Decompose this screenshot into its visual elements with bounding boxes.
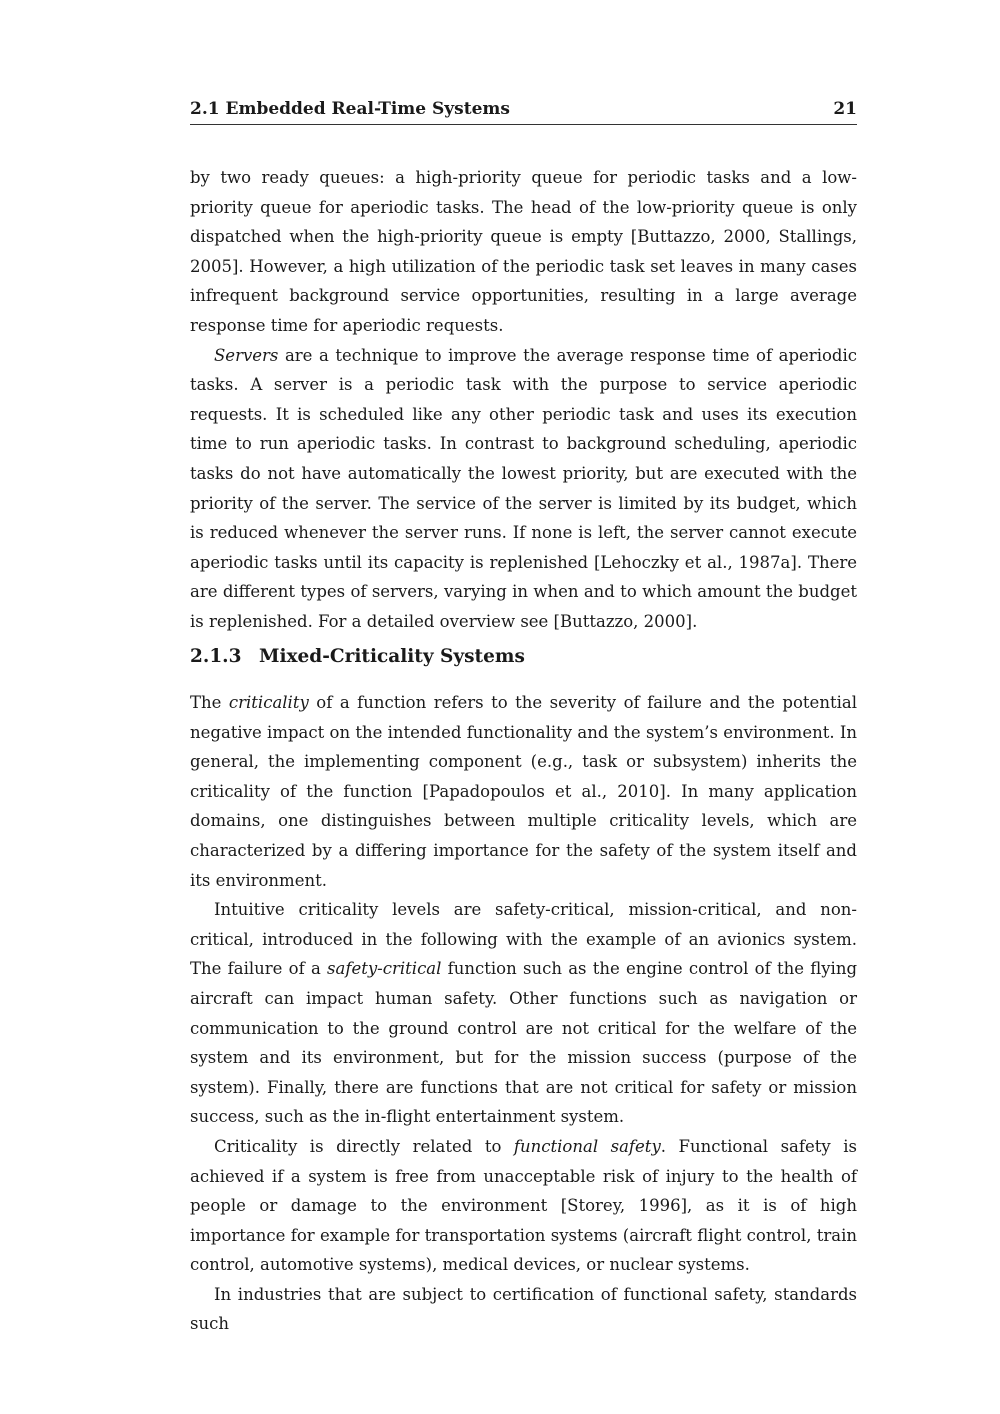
subsection-number: 2.1.3 (190, 646, 242, 667)
subsection-heading (190, 644, 857, 670)
paragraph-functional-safety: Criticality is directly related to functional safety. Functional safety is achieved if a system is free from unacceptable risk of injury to the health of people or damage to the environment [Storey, 1996], as it is of high importance for example for transportation systems (aircraft flight control, train control, automotive systems), medical devices, or nuclear systems. (190, 1136, 857, 1275)
body-text-servers (190, 163, 857, 637)
paragraph-certification: In industries that are subject to certification of functional safety, standards such (190, 1284, 857, 1334)
body-text-mixed-criticality (190, 688, 857, 1339)
page-number: 21 (833, 99, 857, 119)
paragraph-criticality-levels: Intuitive criticality levels are safety-critical, mission-critical, and non-critical, introduced in the following with the example of an avionics system. The failure of a safety-critical function such as the engine control of the flying aircraft can impact human safety. Other functions such as navigation or communication to the ground control are not critical for the welfare of the system and its environment, but for the mission success (purpose of the system). Finally, there are functions that are not critical for safety or mission success, such as the in-flight entertainment system. (190, 900, 858, 1127)
subsection-title: Mixed-Criticality Systems (259, 646, 525, 667)
term-functional-safety: functional safety (513, 1136, 661, 1156)
term-criticality: criticality (228, 693, 309, 712)
paragraph-criticality-definition: The criticality of a function refers to the severity of failure and the potential negative impact on the intended functionality and the system’s environment. In general, the implementing component (e.g., task or subsystem) inherits the criticality of the function [Papadopoulos et al., 2010]. In many application domains, one distinguishes between multiple criticality levels, which are characterized by a differing importance for the safety of the system itself and its environment. (190, 693, 857, 890)
paragraph-servers: Servers are a technique to improve the average response time of aperiodic tasks. A server is a periodic task with the purpose to service aperiodic requests. It is scheduled like any other periodic task and uses its execution time to run aperiodic tasks. In contrast to background scheduling, aperiodic tasks do not have automatically the lowest priority, but are executed with the priority of the server. The service of the server is limited by its budget, which is reduced whenever the server runs. If none is left, the server cannot execute aperiodic tasks until its capacity is replenished [Lehoczky et al., 1987a]. There are different types of servers, varying in when and to which amount the budget is replenished. For a detailed overview see [Buttazzo, 2000]. (190, 345, 857, 631)
paragraph-ready-queues: by two ready queues: a high-priority queue for periodic tasks and a low-priority queue for aperiodic tasks. The head of the low-priority queue is only dispatched when the high-priority queue is empty [Buttazzo, 2000, Stallings, 2005]. However, a high utilization of the periodic task set leaves in many cases infrequent background service opportunities, resulting in a large average response time for aperiodic requests. (190, 168, 857, 335)
running-header (190, 98, 857, 125)
term-servers: Servers (214, 345, 279, 365)
header-section-title: 2.1 Embedded Real-Time Systems (190, 99, 510, 119)
term-safety-critical: safety-critical (327, 959, 442, 979)
